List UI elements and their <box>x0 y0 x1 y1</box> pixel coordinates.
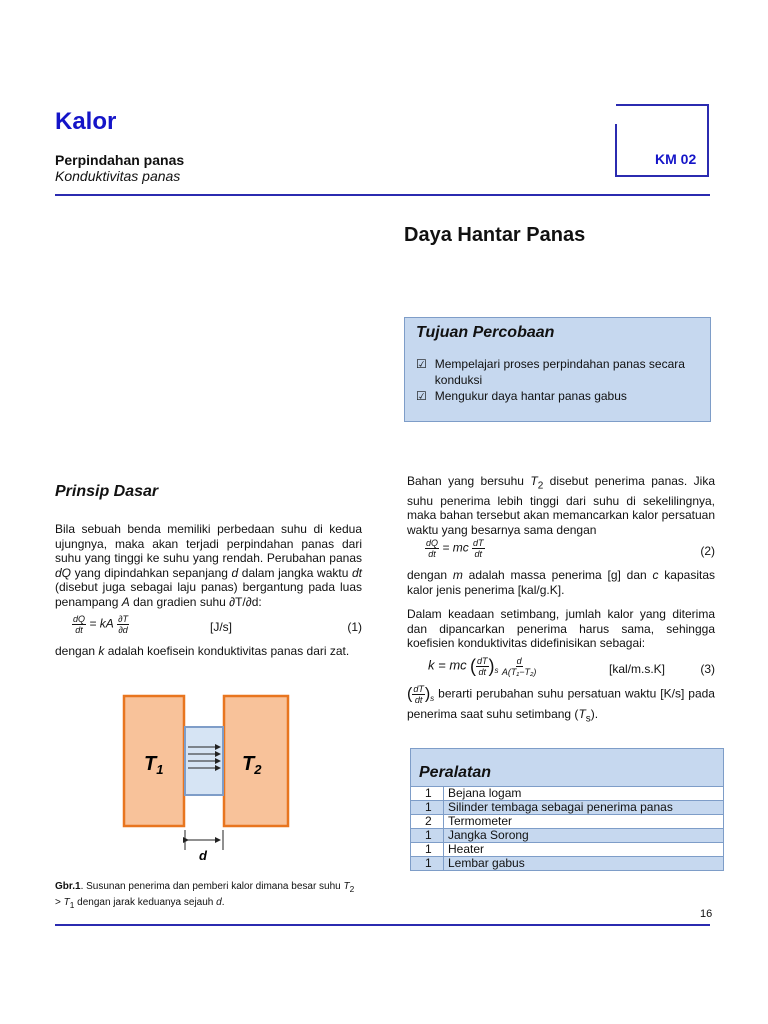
table-row: 1 Bejana logam <box>411 787 724 801</box>
subtitle-bold: Perpindahan panas <box>55 152 185 168</box>
section-heading-principle: Prinsip Dasar <box>55 483 159 500</box>
receiver-paragraph: Bahan yang bersuhu $T_2$ disebut penerima panas. Jika suhu penerima lebih tinggi dari suhu di sekelilingnya, maka bahan tersebut akan memancarkan kalor persatuan waktu yang besarnya sama dengan <box>407 474 715 537</box>
conduction-figure <box>118 690 298 870</box>
equation-3: k = mc ( $\frac{dT}{dt}$ )$_s$ $\frac{d}{\text{A(T₁−T₂)}}$ [kal/m.s.K] (3) <box>428 656 715 677</box>
objective-item: ☑ Mempelajari proses perpindahan panas secara konduksi <box>416 357 685 387</box>
equilibrium-paragraph: Dalam keadaan setimbang, jumlah kalor yang diterima dan dipancarkan penerima harus sama, sehingga koefisien konduktivitas didefinisikan sebagai: <box>407 607 715 650</box>
equipment-header <box>410 748 724 788</box>
label-t2: $T_2$ <box>242 753 262 777</box>
table-row: 1 Heater <box>411 843 724 857</box>
figure-caption: Gbr.1. Susunan penerima dan pemberi kalor dimana besar suhu $T_2 > T_1$ dengan jarak keduanya sejauh d. <box>55 881 355 910</box>
label-d: d <box>199 848 207 863</box>
page-title: Kalor <box>55 108 117 135</box>
principle-paragraph: Bila sebuah benda memiliki perbedaan suhu di kedua ujungnya, maka akan terjadi perpindahan panas dari suhu yang tinggi ke suhu yang rendah. Perubahan panas dQ yang dipindahkan sepanjang d dalam jangka waktu dt (disebut juga sebagai laju panas) bergantung pada luas penampang A dan gradien suhu ∂T/∂d: <box>55 522 362 609</box>
page-number: 16 <box>700 908 713 920</box>
objectives-panel <box>404 317 711 422</box>
rate-paragraph: ( $\frac{dT}{dt}$ )$_s$ berarti perubahan suhu persatuan waktu [K/s] pada penerima saat suhu setimbang $(T_s)$. <box>407 684 715 724</box>
equation-2: $\frac{dQ}{dt}$ = mc $\frac{dT}{dt}$ (2) <box>426 538 715 559</box>
objective-item: ☑ Mengukur daya hantar panas gabus <box>416 389 627 403</box>
objectives-title: Tujuan Percobaan <box>416 324 555 341</box>
subtitle-italic: Konduktivitas panas <box>55 168 181 184</box>
table-row: 2 Termometer <box>411 815 724 829</box>
module-code: KM 02 <box>655 151 697 167</box>
equipment-title: Peralatan <box>419 764 492 781</box>
table-row: 1 Lembar gabus <box>411 857 724 871</box>
equation-1: $\frac{dQ}{dt}$ = kA $\frac{\partial T}{\partial d}$ [J/s] (1) <box>73 614 362 635</box>
table-row: 1 Jangka Sorong <box>411 829 724 843</box>
mass-paragraph: dengan m adalah massa penerima [g] dan c kapasitas kalor jenis penerima [kal/g.K]. <box>407 568 715 597</box>
checkbox-icon: ☑ <box>416 389 427 403</box>
principle-paragraph-2: dengan k adalah koefisein konduktivitas panas dari zat. <box>55 644 350 658</box>
label-t1: $T_1$ <box>144 753 164 777</box>
checkbox-icon: ☑ <box>416 357 427 371</box>
table-row: 1 Silinder tembaga sebagai penerima panas <box>411 801 724 815</box>
objectives-list <box>416 356 706 404</box>
block-t2 <box>224 696 288 826</box>
header-rule <box>55 194 710 196</box>
equipment-table <box>410 786 724 871</box>
footer-rule <box>55 924 710 926</box>
main-title: Daya Hantar Panas <box>404 224 586 246</box>
